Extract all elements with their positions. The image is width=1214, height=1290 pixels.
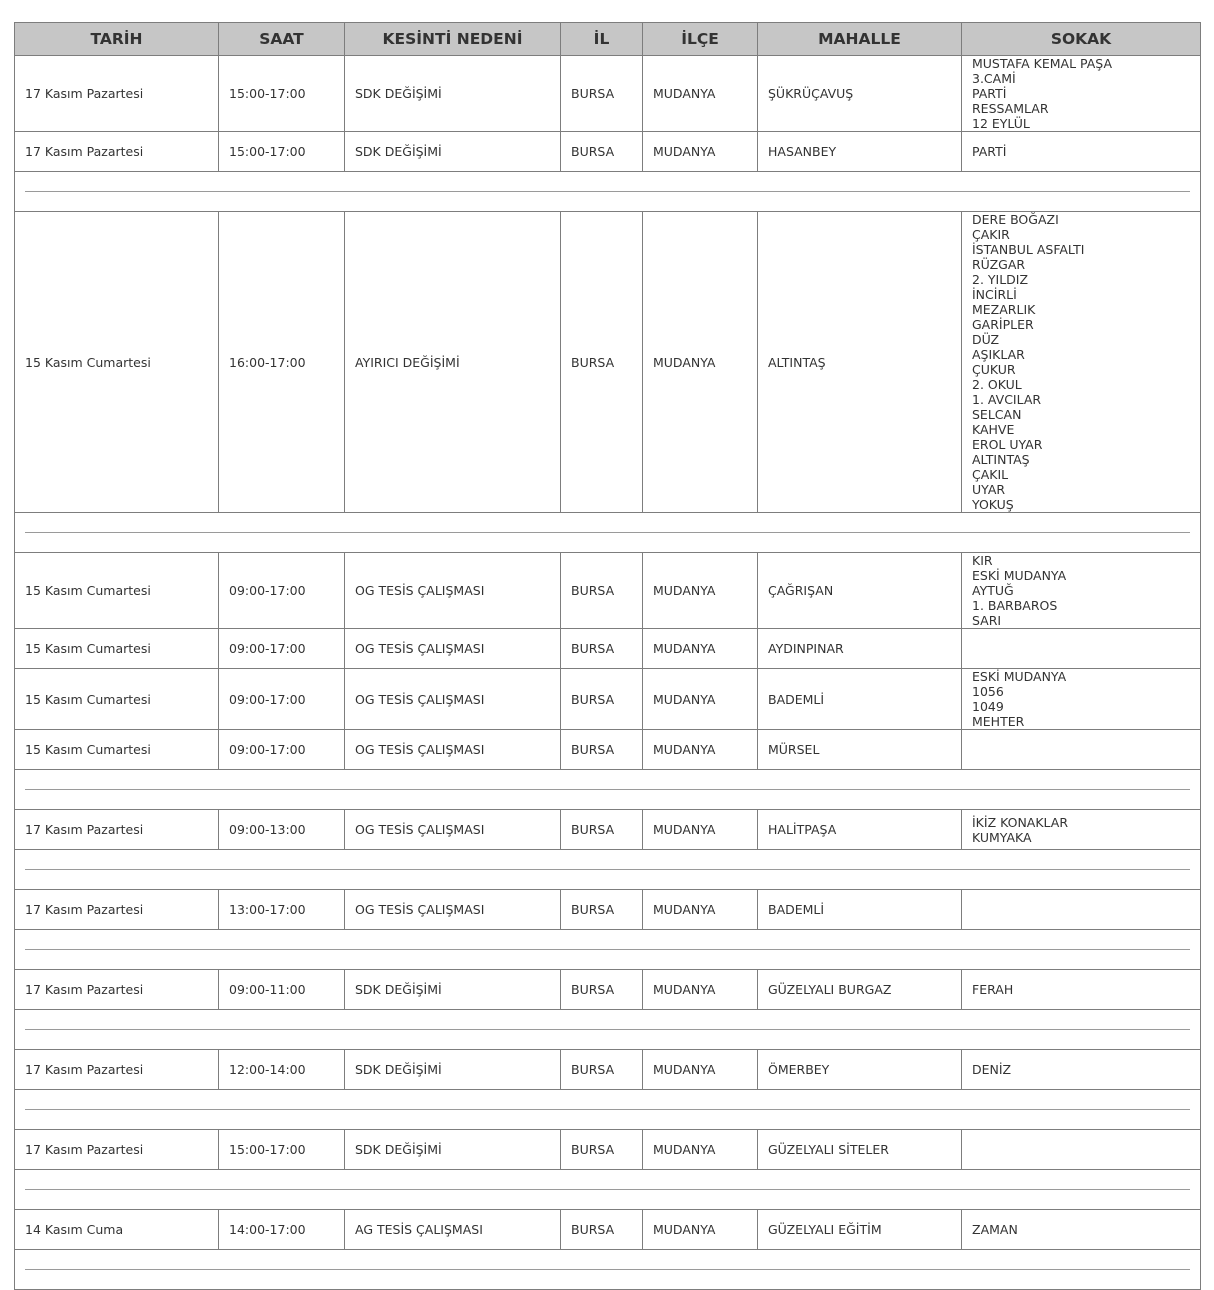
street-name: DERE BOĞAZI [972,212,1059,227]
street-name: GARİPLER [972,317,1034,332]
cell-reason: SDK DEĞİŞİMİ [345,1050,561,1090]
cell-neighborhood: HALİTPAŞA [758,810,962,850]
table-row [15,132,1201,172]
street-name: UYAR [972,482,1006,497]
cell-province: BURSA [561,212,643,513]
cell-reason: SDK DEĞİŞİMİ [345,1130,561,1170]
street-name: 2. OKUL [972,377,1022,392]
cell-streets [962,212,1201,513]
street-name: ÇUKUR [972,362,1016,377]
cell-time: 15:00-17:00 [219,132,345,172]
cell-province: BURSA [561,553,643,629]
street-name: DÜZ [972,332,1000,347]
cell-province: BURSA [561,730,643,770]
cell-date: 17 Kasım Pazartesi [15,970,219,1010]
cell-streets [962,669,1201,730]
spacer-row [15,172,1201,212]
table-row [15,669,1201,730]
spacer-cell [15,770,1201,810]
table-row [15,212,1201,513]
street-name: ÇAKIR [972,227,1010,242]
street-name: FERAH [972,982,1014,997]
cell-date: 17 Kasım Pazartesi [15,1130,219,1170]
street-name: PARTİ [972,144,1007,159]
cell-time: 09:00-17:00 [219,730,345,770]
spacer-row [15,1090,1201,1130]
street-name: MEHTER [972,714,1025,729]
cell-date: 14 Kasım Cuma [15,1210,219,1250]
cell-neighborhood: AYDINPINAR [758,629,962,669]
cell-neighborhood: ÇAĞRIŞAN [758,553,962,629]
spacer-divider [25,1029,1190,1030]
table-row [15,970,1201,1010]
cell-time: 09:00-17:00 [219,553,345,629]
cell-district: MUDANYA [643,1130,758,1170]
cell-reason: OG TESİS ÇALIŞMASI [345,810,561,850]
street-name: RÜZGAR [972,257,1026,272]
cell-time: 15:00-17:00 [219,56,345,132]
street-name: PARTİ [972,86,1007,101]
spacer-cell [15,1010,1201,1050]
spacer-divider [25,789,1190,790]
street-name: ALTINTAŞ [972,452,1030,467]
street-name: 3.CAMİ [972,71,1016,86]
street-name: 2. YILDIZ [972,272,1029,287]
cell-streets [962,132,1201,172]
street-name: 1. AVCILAR [972,392,1042,407]
street-name: KUMYAKA [972,829,1032,845]
cell-date: 15 Kasım Cumartesi [15,730,219,770]
table-body [15,56,1201,1290]
header-time: SAAT [219,23,345,56]
cell-time: 15:00-17:00 [219,1130,345,1170]
spacer-divider [25,532,1190,533]
street-name: İKİZ KONAKLAR [972,814,1069,830]
table-row [15,1050,1201,1090]
cell-neighborhood: ÖMERBEY [758,1050,962,1090]
street-name: İSTANBUL ASFALTI [972,242,1085,257]
spacer-cell [15,850,1201,890]
cell-time: 13:00-17:00 [219,890,345,930]
cell-province: BURSA [561,56,643,132]
spacer-cell [15,172,1201,212]
header-neighborhood: MAHALLE [758,23,962,56]
street-name: SARI [972,613,1002,628]
cell-province: BURSA [561,1050,643,1090]
spacer-row [15,930,1201,970]
cell-reason: AYIRICI DEĞİŞİMİ [345,212,561,513]
spacer-cell [15,1170,1201,1210]
cell-district: MUDANYA [643,970,758,1010]
street-name: KAHVE [972,422,1015,437]
street-name: KIR [972,553,993,568]
cell-time: 16:00-17:00 [219,212,345,513]
spacer-row [15,850,1201,890]
street-name: AYTUĞ [972,583,1014,598]
cell-date: 17 Kasım Pazartesi [15,56,219,132]
table-header [15,23,1201,56]
cell-date: 15 Kasım Cumartesi [15,212,219,513]
cell-neighborhood: ALTINTAŞ [758,212,962,513]
spacer-row [15,770,1201,810]
cell-district: MUDANYA [643,212,758,513]
street-name: YOKUŞ [972,497,1014,512]
cell-streets [962,970,1201,1010]
cell-neighborhood: ŞÜKRÜÇAVUŞ [758,56,962,132]
street-name: ÇAKIL [972,467,1009,482]
street-name: İNCİRLİ [972,287,1017,302]
cell-province: BURSA [561,1130,643,1170]
street-name: 1049 [972,699,1004,714]
header-street: SOKAK [962,23,1201,56]
spacer-row [15,1010,1201,1050]
cell-date: 15 Kasım Cumartesi [15,669,219,730]
cell-streets [962,730,1201,770]
cell-streets [962,1130,1201,1170]
spacer-divider [25,1269,1190,1270]
header-row [15,23,1201,56]
cell-streets [962,629,1201,669]
cell-district: MUDANYA [643,669,758,730]
cell-district: MUDANYA [643,553,758,629]
cell-district: MUDANYA [643,810,758,850]
table-row [15,810,1201,850]
street-name: DENİZ [972,1062,1012,1077]
cell-date: 17 Kasım Pazartesi [15,132,219,172]
cell-district: MUDANYA [643,1210,758,1250]
street-name: SELCAN [972,407,1022,422]
header-province: İL [561,23,643,56]
header-district: İLÇE [643,23,758,56]
cell-reason: AG TESİS ÇALIŞMASI [345,1210,561,1250]
spacer-divider [25,869,1190,870]
cell-reason: OG TESİS ÇALIŞMASI [345,730,561,770]
spacer-cell [15,1090,1201,1130]
street-name: 1. BARBAROS [972,598,1058,613]
cell-streets [962,1210,1201,1250]
cell-reason: SDK DEĞİŞİMİ [345,970,561,1010]
cell-neighborhood: BADEMLİ [758,890,962,930]
cell-province: BURSA [561,132,643,172]
cell-time: 14:00-17:00 [219,1210,345,1250]
cell-time: 12:00-14:00 [219,1050,345,1090]
table-row [15,1210,1201,1250]
cell-district: MUDANYA [643,629,758,669]
cell-neighborhood: GÜZELYALI SİTELER [758,1130,962,1170]
cell-province: BURSA [561,629,643,669]
street-name: AŞIKLAR [972,347,1025,362]
cell-neighborhood: MÜRSEL [758,730,962,770]
cell-district: MUDANYA [643,890,758,930]
cell-streets [962,56,1201,132]
cell-reason: SDK DEĞİŞİMİ [345,132,561,172]
cell-district: MUDANYA [643,56,758,132]
cell-date: 15 Kasım Cumartesi [15,629,219,669]
cell-reason: OG TESİS ÇALIŞMASI [345,890,561,930]
cell-province: BURSA [561,970,643,1010]
table-row [15,730,1201,770]
table-row [15,629,1201,669]
street-name: MEZARLIK [972,302,1036,317]
spacer-cell [15,513,1201,553]
table-row [15,553,1201,629]
cell-date: 17 Kasım Pazartesi [15,810,219,850]
cell-neighborhood: GÜZELYALI EĞİTİM [758,1210,962,1250]
cell-reason: SDK DEĞİŞİMİ [345,56,561,132]
cell-neighborhood: HASANBEY [758,132,962,172]
street-name: ESKİ MUDANYA [972,568,1067,583]
spacer-row [15,513,1201,553]
table-row [15,56,1201,132]
cell-neighborhood: GÜZELYALI BURGAZ [758,970,962,1010]
cell-streets [962,810,1201,850]
spacer-divider [25,1189,1190,1190]
header-reason: KESİNTİ NEDENİ [345,23,561,56]
cell-province: BURSA [561,890,643,930]
cell-date: 17 Kasım Pazartesi [15,890,219,930]
cell-time: 09:00-11:00 [219,970,345,1010]
spacer-cell [15,930,1201,970]
cell-time: 09:00-17:00 [219,669,345,730]
cell-streets [962,890,1201,930]
cell-reason: OG TESİS ÇALIŞMASI [345,553,561,629]
cell-district: MUDANYA [643,1050,758,1090]
table-row [15,890,1201,930]
street-name: ESKİ MUDANYA [972,669,1067,684]
street-name: ZAMAN [972,1222,1018,1237]
street-name: 1056 [972,684,1004,699]
header-date: TARİH [15,23,219,56]
spacer-divider [25,1109,1190,1110]
cell-streets [962,1050,1201,1090]
spacer-row [15,1170,1201,1210]
cell-streets [962,553,1201,629]
cell-province: BURSA [561,669,643,730]
spacer-divider [25,949,1190,950]
street-name: MUSTAFA KEMAL PAŞA [972,56,1113,71]
cell-district: MUDANYA [643,132,758,172]
cell-date: 15 Kasım Cumartesi [15,553,219,629]
cell-reason: OG TESİS ÇALIŞMASI [345,629,561,669]
cell-date: 17 Kasım Pazartesi [15,1050,219,1090]
cell-reason: OG TESİS ÇALIŞMASI [345,669,561,730]
cell-time: 09:00-13:00 [219,810,345,850]
cell-province: BURSA [561,1210,643,1250]
cell-neighborhood: BADEMLİ [758,669,962,730]
street-name: EROL UYAR [972,437,1043,452]
spacer-divider [25,191,1190,192]
street-name: 12 EYLÜL [972,116,1030,131]
table-row [15,1130,1201,1170]
cell-district: MUDANYA [643,730,758,770]
outage-table [14,22,1201,1290]
cell-time: 09:00-17:00 [219,629,345,669]
street-name: RESSAMLAR [972,101,1049,116]
cell-province: BURSA [561,810,643,850]
